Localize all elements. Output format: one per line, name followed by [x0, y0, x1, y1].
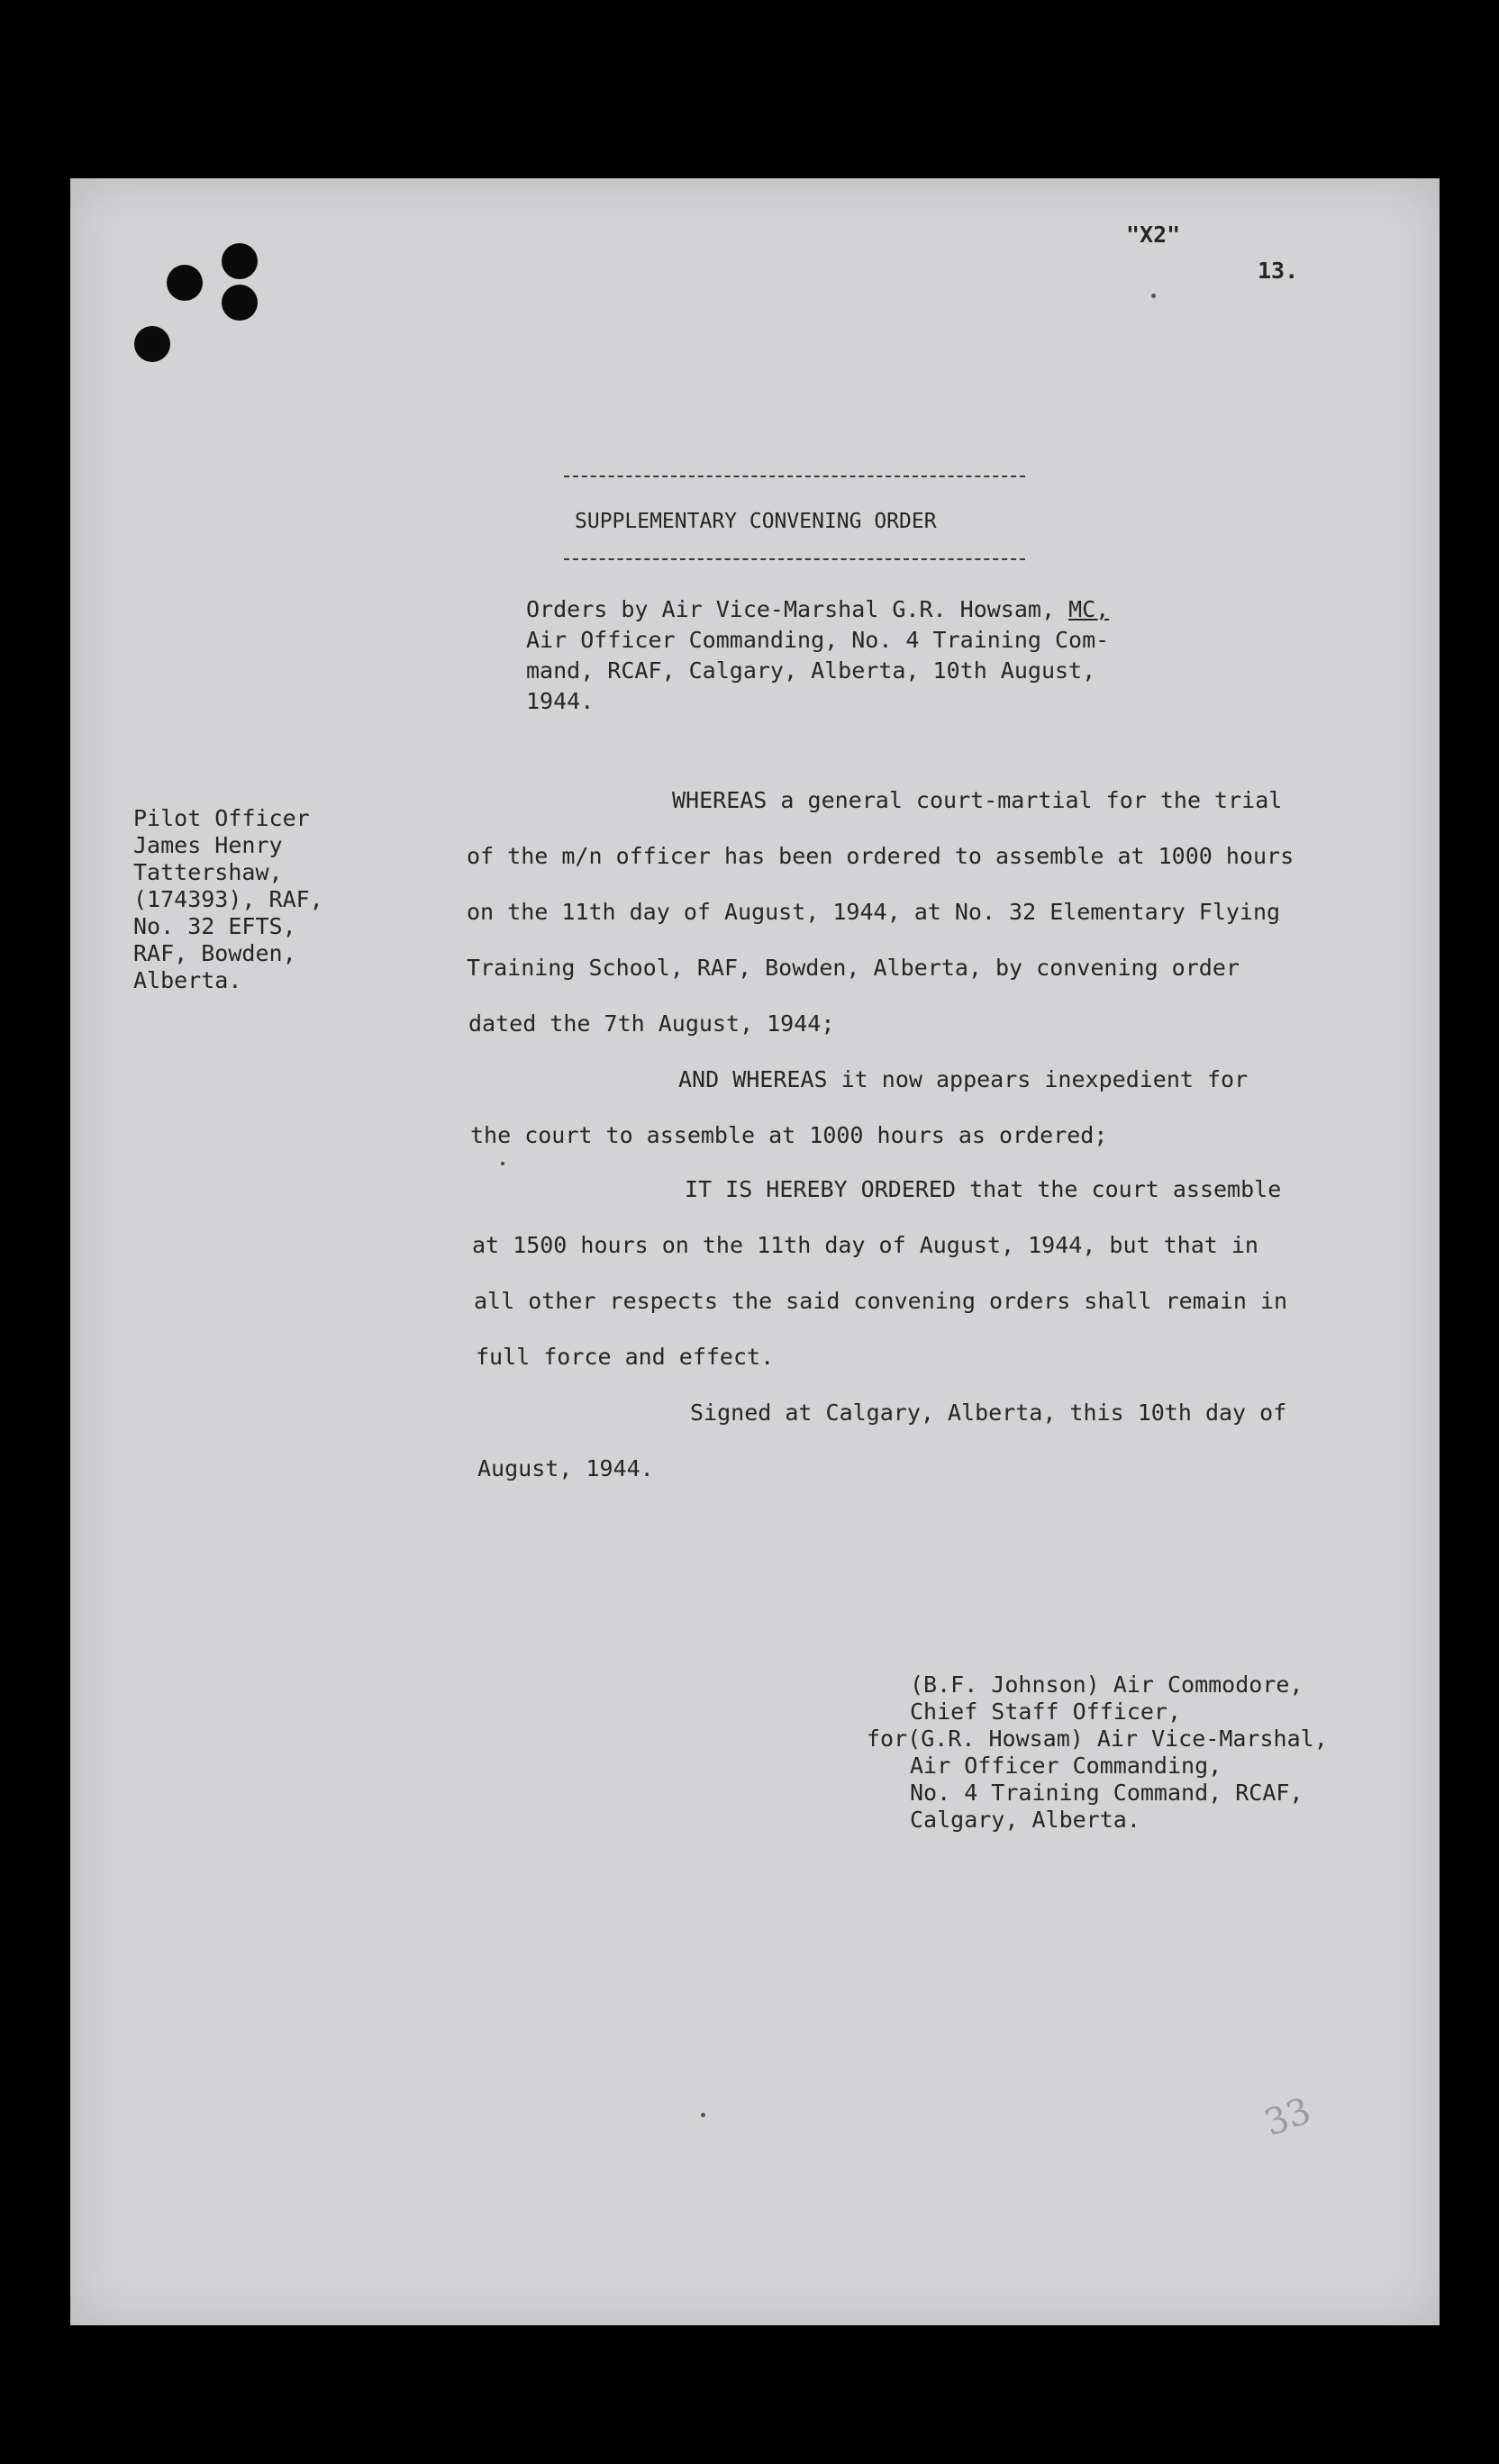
reference-code: "X2" — [1126, 222, 1181, 248]
handwritten-note: 33 — [1258, 2089, 1317, 2145]
accused-line: (174393), RAF, — [133, 886, 323, 912]
signature-line: for(G.R. Howsam) Air Vice-Marshal, — [867, 1726, 1328, 1752]
body-line: Training School, RAF, Bowden, Alberta, by convening order — [467, 955, 1240, 981]
body-line: of the m/n officer has been ordered to assemble at 1000 hours — [467, 843, 1295, 869]
document-title: SUPPLEMENTARY CONVENING ORDER — [575, 510, 937, 533]
decoration-mc: MC, — [1068, 596, 1110, 622]
body-line: full force and effect. — [476, 1344, 775, 1370]
speck — [501, 1162, 504, 1165]
body-line: August, 1944. — [477, 1455, 654, 1481]
punch-hole — [134, 326, 170, 362]
body-line: AND WHEREAS it now appears inexpedient for — [678, 1066, 1249, 1092]
signature-line: No. 4 Training Command, RCAF, — [910, 1780, 1304, 1806]
body-line: WHEREAS a general court-martial for the trial — [672, 787, 1283, 813]
speck — [1151, 294, 1156, 298]
signature-line: Chief Staff Officer, — [910, 1699, 1182, 1725]
signature-line: (B.F. Johnson) Air Commodore, — [910, 1671, 1304, 1698]
signature-line: Calgary, Alberta. — [910, 1807, 1140, 1833]
page-number: 13. — [1258, 258, 1299, 284]
accused-line: Tattershaw, — [133, 859, 283, 885]
accused-line: Pilot Officer — [133, 805, 310, 831]
signature-line: Air Officer Commanding, — [910, 1753, 1222, 1779]
body-line: the court to assemble at 1000 hours as ordered; — [470, 1122, 1108, 1148]
punch-hole — [222, 243, 258, 279]
body-line: IT IS HEREBY ORDERED that the court assemble — [685, 1176, 1282, 1202]
body-line: at 1500 hours on the 11th day of August, 1944, but that in — [472, 1232, 1258, 1258]
body-line: all other respects the said convening orders shall remain in — [474, 1288, 1288, 1314]
punch-hole — [167, 265, 203, 301]
issuer-line: mand, RCAF, Calgary, Alberta, 10th August, — [526, 657, 1096, 684]
title-rule-bottom — [564, 558, 1025, 560]
issuer-line: Air Officer Commanding, No. 4 Training Com- — [526, 627, 1110, 653]
issuer-line: Orders by Air Vice-Marshal G.R. Howsam, MC, — [526, 596, 1110, 622]
speck — [701, 2113, 705, 2117]
issuer-line: 1944. — [526, 688, 595, 714]
accused-line: Alberta. — [133, 967, 242, 993]
body-line: Signed at Calgary, Alberta, this 10th day of — [690, 1400, 1287, 1426]
accused-line: James Henry — [133, 832, 283, 858]
body-line: on the 11th day of August, 1944, at No. 32 Elementary Flying — [467, 899, 1281, 925]
title-rule-top — [564, 476, 1025, 477]
accused-line: RAF, Bowden, — [133, 940, 296, 966]
document-page — [70, 178, 1440, 2325]
accused-line: No. 32 EFTS, — [133, 913, 296, 939]
body-line: dated the 7th August, 1944; — [468, 1010, 835, 1037]
punch-hole — [222, 285, 258, 321]
